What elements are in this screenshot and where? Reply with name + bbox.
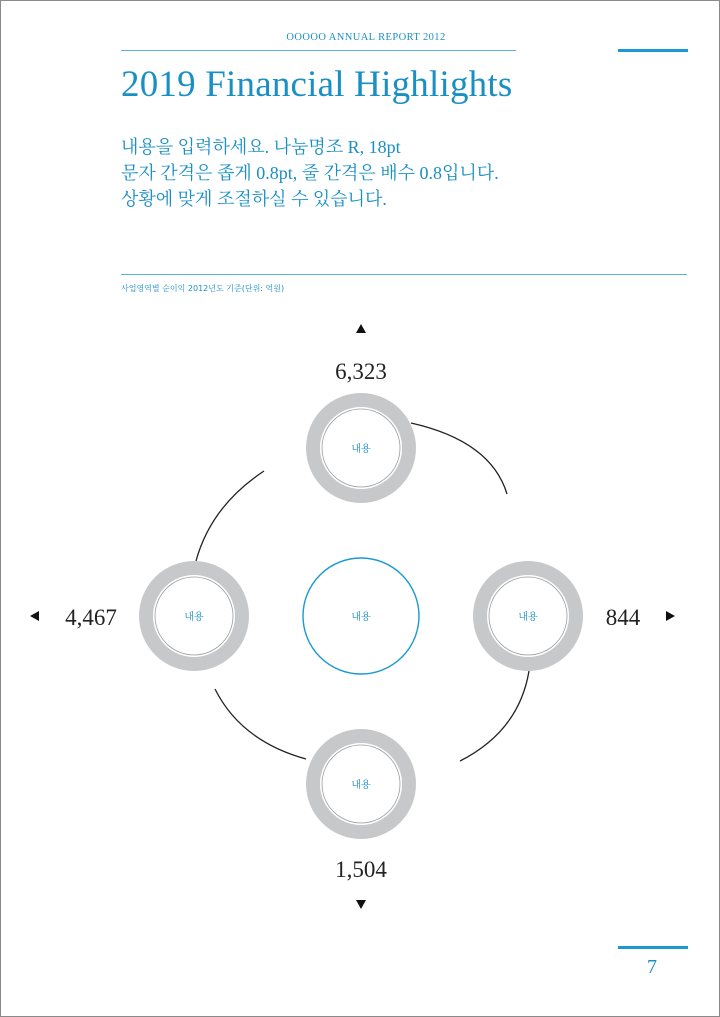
center-label: 내용 — [351, 612, 371, 623]
intro-line: 문자 간격은 좁게 0.8pt, 줄 간격은 배수 0.8입니다. — [121, 163, 499, 183]
node-bottom — [313, 736, 409, 832]
intro-line: 내용을 입력하세요. 나눔명조 R, 18pt — [121, 137, 401, 157]
page-number: 7 — [647, 956, 657, 978]
node-right — [480, 568, 576, 664]
node-left — [146, 568, 242, 664]
connector-arc-right-bottom — [460, 671, 529, 761]
arrow-down-icon — [356, 900, 366, 909]
connector-arc-top-right — [411, 423, 507, 494]
connector-arc-left-top — [196, 471, 264, 561]
chart-caption: 사업영역별 순이익 2012년도 기준(단위: 억원) — [121, 284, 285, 293]
report-header: OOOOO ANNUAL REPORT 2012 — [286, 32, 446, 43]
page-title: 2019 Financial Highlights — [121, 64, 513, 105]
arrow-up-icon — [356, 324, 366, 333]
value-bottom: 1,504 — [335, 857, 387, 882]
intro-line: 상황에 맞게 조절하실 수 있습니다. — [121, 189, 387, 209]
node-label: 내용 — [518, 612, 538, 623]
value-top: 6,323 — [335, 359, 387, 384]
value-left: 4,467 — [65, 605, 117, 630]
arrow-left-icon — [30, 611, 39, 621]
footer-accent-bar — [618, 946, 688, 949]
value-right: 844 — [605, 605, 641, 630]
node-label: 내용 — [351, 780, 371, 791]
arrow-right-icon — [666, 611, 675, 621]
node-label: 내용 — [351, 444, 371, 455]
node-top — [313, 400, 409, 496]
node-center — [303, 558, 419, 674]
node-label: 내용 — [184, 612, 204, 623]
connector-arc-bottom-left — [215, 689, 306, 759]
cycle-diagram — [1, 1, 719, 1016]
